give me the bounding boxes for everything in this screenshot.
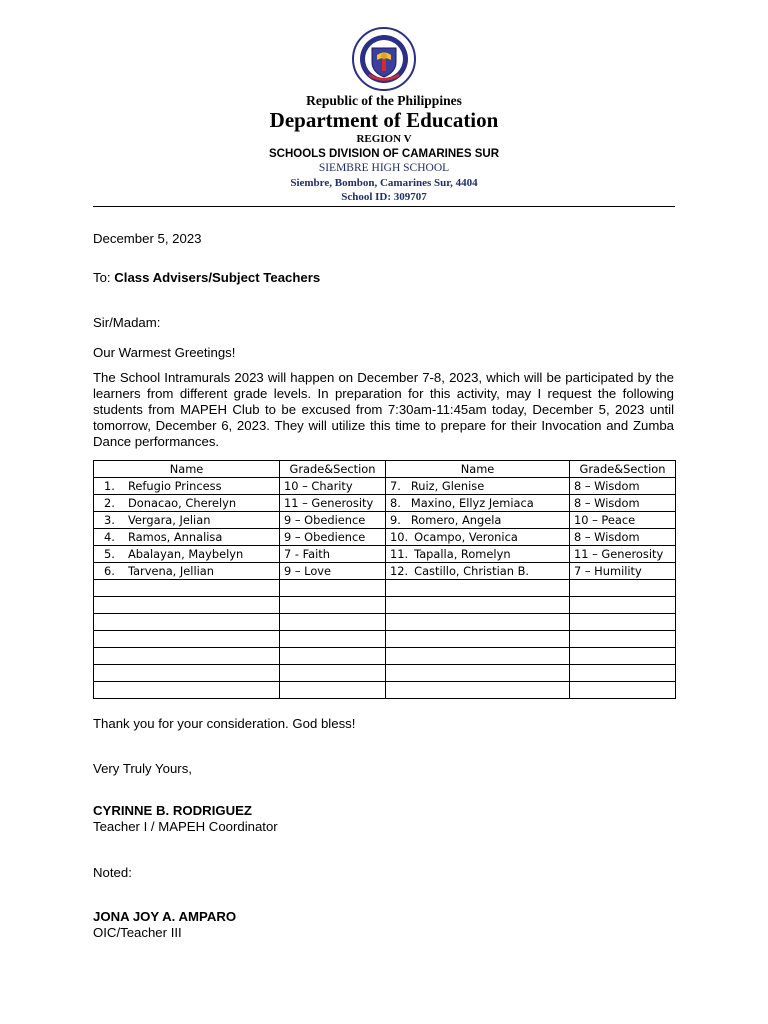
row-number: 9.	[390, 512, 401, 527]
school-id: School ID: 309707	[341, 191, 427, 203]
header-section-left: Grade&Section	[280, 461, 386, 478]
valediction: Very Truly Yours,	[93, 761, 192, 776]
cell-section-right	[570, 546, 676, 563]
cell-section-left	[280, 495, 386, 512]
table-row	[94, 495, 676, 512]
row-number: 6.	[104, 563, 115, 578]
table-row	[94, 478, 676, 495]
noter-title: OIC/Teacher III	[93, 925, 182, 940]
table-row	[94, 580, 676, 597]
table-row	[94, 614, 676, 631]
recipient: Class Advisers/Subject Teachers	[114, 270, 321, 285]
cell-section-left	[280, 512, 386, 529]
greeting: Our Warmest Greetings!	[93, 345, 236, 360]
cell-section-left	[280, 529, 386, 546]
table-row	[94, 512, 676, 529]
deped-seal-icon	[347, 26, 421, 92]
row-number: 7.	[390, 478, 401, 493]
table-row	[94, 665, 676, 682]
cell-name-left	[94, 580, 280, 597]
student-name: Abalayan, Maybelyn	[128, 546, 244, 561]
cell-name-left	[94, 529, 280, 546]
cell-section-left	[280, 665, 386, 682]
division-heading: SCHOOLS DIVISION OF CAMARINES SUR	[268, 148, 500, 160]
cell-name-left	[94, 682, 280, 699]
letter-date: December 5, 2023	[93, 231, 202, 246]
grade-section: 7 - Faith	[284, 546, 330, 561]
table-row	[94, 563, 676, 580]
cell-name-left	[94, 512, 280, 529]
grade-section: 9 – Obedience	[284, 512, 366, 527]
body-paragraph: The School Intramurals 2023 will happen on December 7-8, 2023, which will be participated by the learners from different grade levels. In preparation for this activity, may I request the following students from MAPEH Club to be excused from 7:30am-11:45am today, December 5, 2023 until tomorrow, December 6, 2023. They will utilize this time to prepare for their Invocation and Zumba Dance performances.	[93, 370, 674, 449]
salutation: Sir/Madam:	[93, 315, 161, 330]
cell-name-right	[386, 580, 570, 597]
grade-section: 11 – Generosity	[284, 495, 374, 510]
row-number: 3.	[104, 512, 115, 527]
noted-label: Noted:	[93, 865, 132, 880]
cell-section-right	[570, 682, 676, 699]
letterhead-divider	[93, 206, 675, 207]
cell-section-left	[280, 631, 386, 648]
cell-section-left	[280, 478, 386, 495]
student-name: Donacao, Cherelyn	[128, 495, 237, 510]
cell-name-left	[94, 478, 280, 495]
cell-section-right	[570, 665, 676, 682]
cell-name-left	[94, 648, 280, 665]
cell-section-right	[570, 597, 676, 614]
cell-name-right	[386, 478, 570, 495]
grade-section: 8 – Wisdom	[574, 495, 640, 510]
grade-section: 11 – Generosity	[574, 546, 664, 561]
cell-name-left	[94, 563, 280, 580]
header-section-right: Grade&Section	[570, 461, 676, 478]
grade-section: 8 – Wisdom	[574, 478, 640, 493]
cell-section-right	[570, 478, 676, 495]
table-row	[94, 597, 676, 614]
cell-section-left	[280, 648, 386, 665]
cell-section-right	[570, 495, 676, 512]
cell-name-right	[386, 597, 570, 614]
cell-name-right	[386, 665, 570, 682]
student-name: Tarvena, Jellian	[128, 563, 214, 578]
cell-name-right	[386, 529, 570, 546]
cell-name-right	[386, 563, 570, 580]
student-name: Romero, Angela	[410, 512, 502, 527]
cell-name-left	[94, 631, 280, 648]
row-number: 1.	[104, 478, 115, 493]
row-number: 2.	[104, 495, 115, 510]
cell-name-left	[94, 665, 280, 682]
closing-thanks: Thank you for your consideration. God bless!	[93, 716, 356, 731]
table-row	[94, 529, 676, 546]
cell-section-right	[570, 529, 676, 546]
cell-section-left	[280, 597, 386, 614]
student-name: Ocampo, Veronica	[414, 529, 518, 544]
student-name: Vergara, Jelian	[128, 512, 211, 527]
school-name: SIEMBRE HIGH SCHOOL	[318, 162, 450, 174]
row-number: 12.	[390, 563, 409, 578]
cell-name-right	[386, 631, 570, 648]
cell-section-right	[570, 512, 676, 529]
grade-section: 8 – Wisdom	[574, 529, 640, 544]
cell-section-left	[280, 682, 386, 699]
seal-text-bottom	[364, 17, 404, 18]
noter-name: JONA JOY A. AMPARO	[93, 909, 237, 924]
cell-section-right	[570, 614, 676, 631]
school-address: Siembre, Bombon, Camarines Sur, 4404	[290, 177, 478, 189]
cell-section-right	[570, 563, 676, 580]
student-name: Tapalla, Romelyn	[414, 546, 511, 561]
student-name: Maxino, Ellyz Jemiaca	[410, 495, 534, 510]
sender-title: Teacher I / MAPEH Coordinator	[93, 819, 278, 834]
grade-section: 9 – Obedience	[284, 529, 366, 544]
cell-name-right	[386, 648, 570, 665]
letter-recipient-line	[93, 270, 320, 286]
cell-name-right	[386, 614, 570, 631]
table-row	[94, 631, 676, 648]
student-name: Ruiz, Glenise	[410, 478, 485, 493]
cell-name-right	[386, 682, 570, 699]
table-row	[94, 682, 676, 699]
cell-section-right	[570, 580, 676, 597]
grade-section: 10 – Charity	[284, 478, 353, 493]
cell-name-left	[94, 614, 280, 631]
student-name: Ramos, Annalisa	[128, 529, 223, 544]
row-number: 11.	[390, 546, 409, 561]
table-row	[94, 648, 676, 665]
grade-section: 9 – Love	[284, 563, 332, 578]
header-name-right: Name	[386, 461, 570, 478]
cell-name-right	[386, 495, 570, 512]
table-row	[94, 546, 676, 563]
sender-name: CYRINNE B. RODRIGUEZ	[93, 803, 252, 818]
cell-name-left	[94, 597, 280, 614]
table-header-row	[94, 461, 676, 478]
row-number: 10.	[390, 529, 409, 544]
header-name-left: Name	[94, 461, 280, 478]
student-name: Castillo, Christian B.	[414, 563, 530, 578]
cell-name-left	[94, 546, 280, 563]
grade-section: 7 – Humility	[574, 563, 642, 578]
row-number: 5.	[104, 546, 115, 561]
student-table	[93, 460, 676, 699]
row-number: 4.	[104, 529, 115, 544]
grade-section: 10 – Peace	[574, 512, 636, 527]
cell-name-right	[386, 512, 570, 529]
seal-text-top	[364, 15, 404, 16]
cell-section-left	[280, 546, 386, 563]
student-name: Refugio Princess	[128, 478, 222, 493]
republic-heading: Republic of the Philippines	[306, 93, 462, 108]
cell-section-left	[280, 580, 386, 597]
cell-section-left	[280, 614, 386, 631]
cell-section-right	[570, 631, 676, 648]
cell-name-right	[386, 546, 570, 563]
row-number: 8.	[390, 495, 401, 510]
cell-section-right	[570, 648, 676, 665]
cell-section-left	[280, 563, 386, 580]
department-heading: Department of Education	[269, 108, 499, 132]
to-prefix: To:	[93, 270, 115, 285]
cell-name-left	[94, 495, 280, 512]
region-heading: REGION V	[356, 133, 412, 145]
